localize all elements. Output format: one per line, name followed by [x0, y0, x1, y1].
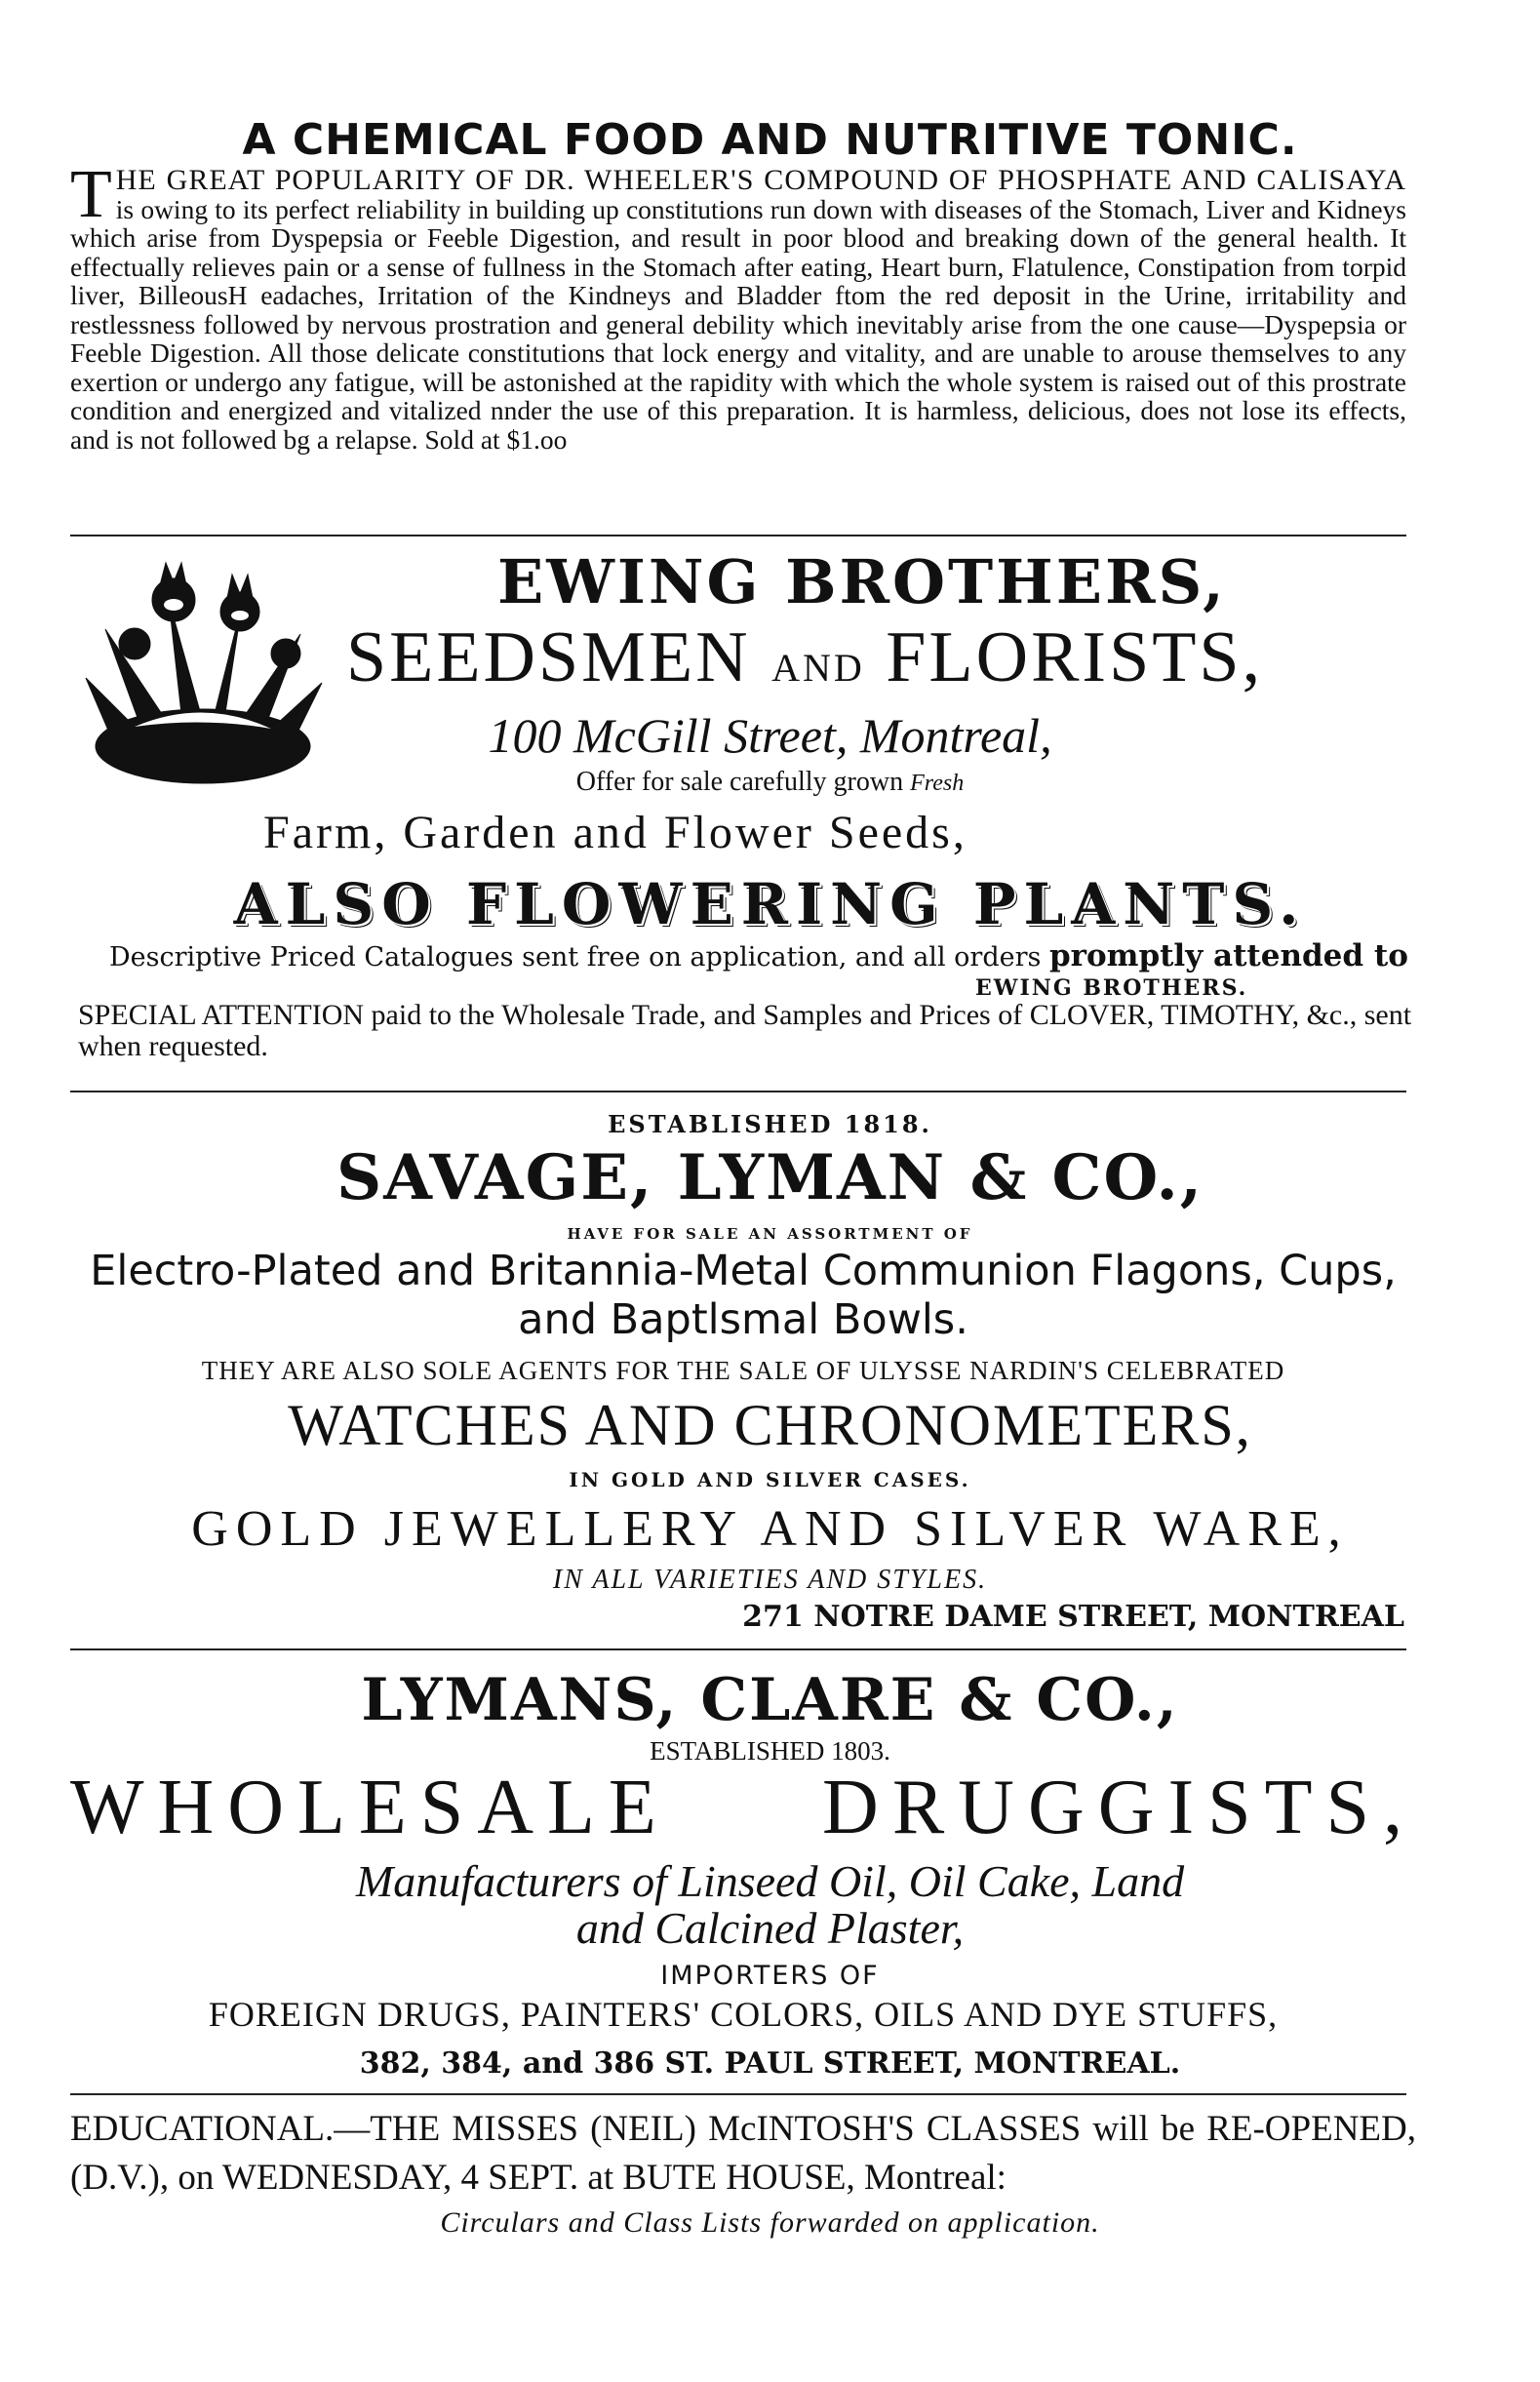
- wheeler-text: is owing to its perfect reliability in building up constitutions run down with diseases of the Stomach, Liver and Kidneys which arise from Dyspepsia or Feeble Digestion, and result in poor blood and breaking down of the general health. It effectually relieves pain or a sense of fullness in the Stomach after eating, Heart burn, Flatulence, Constipation from torpid liver, BilleousH eadaches, Irritation of the Kindneys and Bladder ftom the red deposit in the Urine, irritability and restlessness followed by nervous prostration and general debility which inevitably arise from the one cause—Dyspepsia or Feeble Digestion. All those delicate constitutions that lock energy and vitality, and are unable to arouse themselves to any exertion or undergo any fatigue, will be astonished at the rapidity with which the whole system is raised out of this prostrate condition and energized and vitalized nnder the use of this preparation. It is harmless, delicious, does not lose its effects, and is not followed bg a relapse. Sold at $1.oo: [70, 193, 1406, 455]
- savage-sole-agents: THEY ARE ALSO SOLE AGENTS FOR THE SALE OF ULYSSE NARDIN'S CELEBRATED: [201, 1356, 1285, 1385]
- wholesale-druggists: [70, 1764, 1416, 1852]
- ewing-offer-fresh: Fresh: [910, 771, 965, 796]
- lymans-mfg-line-2: and Calcined Plaster,: [575, 1903, 965, 1953]
- savage-have-for-sale: HAVE FOR SALE AN ASSORTMENT OF: [567, 1225, 973, 1243]
- lymans-manufacturers: [0, 1858, 1540, 1952]
- ewing-farm-seeds: Farm, Garden and Flower Seeds,: [263, 807, 967, 858]
- lymans-foreign-drugs: FOREIGN DRUGS, PAINTERS' COLORS, OILS AND DYE STUFFS,: [208, 1995, 1279, 2034]
- druggists-word: DRUGGISTS,: [822, 1765, 1416, 1850]
- lymans-established: ESTABLISHED 1803.: [650, 1736, 890, 1766]
- savage-electro-plated: Electro-Plated and Britannia-Metal Communion Flagons, Cups, and Baptlsmal Bowls.: [90, 1247, 1397, 1344]
- ewing-address: 100 McGill Street, Montreal,: [488, 708, 1052, 763]
- ewing-desc-text: Descriptive Priced Catalogues sent free on application, and all orders: [109, 942, 1042, 973]
- lymans-importers: IMPORTERS OF: [660, 1961, 880, 1991]
- wheeler-lead: HE GREAT POPULARITY OF DR. WHEELER'S COMPOUND OF PHOSPHATE AND CALISAYA: [115, 164, 1406, 196]
- drop-cap: T: [70, 157, 112, 232]
- divider: [70, 2093, 1406, 2095]
- ewing-flowering-plants: ALSO FLOWERING PLANTS.: [233, 871, 1307, 937]
- ewing-special-attention: SPECIAL ATTENTION paid to the Wholesale Trade, and Samples and Prices of CLOVER, TIMOTHY, &c., sent when requested.: [78, 999, 1412, 1062]
- wheeler-heading: A CHEMICAL FOOD AND NUTRITIVE TONIC.: [242, 115, 1298, 165]
- wheeler-ad-body: [70, 157, 1406, 455]
- divider: [70, 535, 1406, 536]
- seedsmen-word: SEEDSMEN: [346, 617, 751, 697]
- ewing-brothers-name: EWING BROTHERS,: [497, 546, 1227, 617]
- ewing-description: [109, 938, 1416, 973]
- ewing-offer-text: Offer for sale carefully grown: [575, 767, 904, 797]
- lymans-clare-name: LYMANS, CLARE & CO.,: [361, 1666, 1179, 1734]
- lymans-address: 382, 384, and 386 ST. PAUL STREET, MONTREAL.: [359, 2046, 1181, 2081]
- savage-established: ESTABLISHED 1818.: [608, 1110, 932, 1138]
- educational-circulars: Circulars and Class Lists forwarded on application.: [440, 2206, 1100, 2239]
- seedsmen-florists: [346, 616, 1263, 699]
- ewing-desc-bold: promptly attended to: [1048, 938, 1408, 973]
- seedsmen-and: AND: [771, 646, 865, 690]
- savage-varieties: IN ALL VARIETIES AND STYLES.: [552, 1565, 988, 1595]
- florists-word: FLORISTS,: [886, 617, 1264, 697]
- divider: [70, 1091, 1406, 1092]
- educational-notice: EDUCATIONAL.—THE MISSES (NEIL) McINTOSH'S CLASSES will be RE-OPENED, (D.V.), on WEDNESDAY, 4 SEPT. at BUTE HOUSE, Montreal:: [70, 2109, 1416, 2198]
- savage-cases: IN GOLD AND SILVER CASES.: [569, 1468, 971, 1491]
- lymans-mfg-line-1: Manufacturers of Linseed Oil, Oil Cake, Land: [355, 1856, 1185, 1906]
- savage-watches: WATCHES AND CHRONOMETERS,: [288, 1393, 1252, 1457]
- ewing-signature: EWING BROTHERS.: [975, 975, 1248, 1001]
- savage-address: 271 NOTRE DAME STREET, MONTREAL: [742, 1600, 1404, 1634]
- savage-jewellery: GOLD JEWELLERY AND SILVER WARE,: [191, 1501, 1349, 1557]
- ewing-offer: [0, 767, 1540, 798]
- divider: [70, 1648, 1406, 1650]
- wholesale-word: WHOLESALE: [70, 1765, 670, 1850]
- savage-lyman-name: SAVAGE, LYMAN & CO.,: [336, 1141, 1204, 1214]
